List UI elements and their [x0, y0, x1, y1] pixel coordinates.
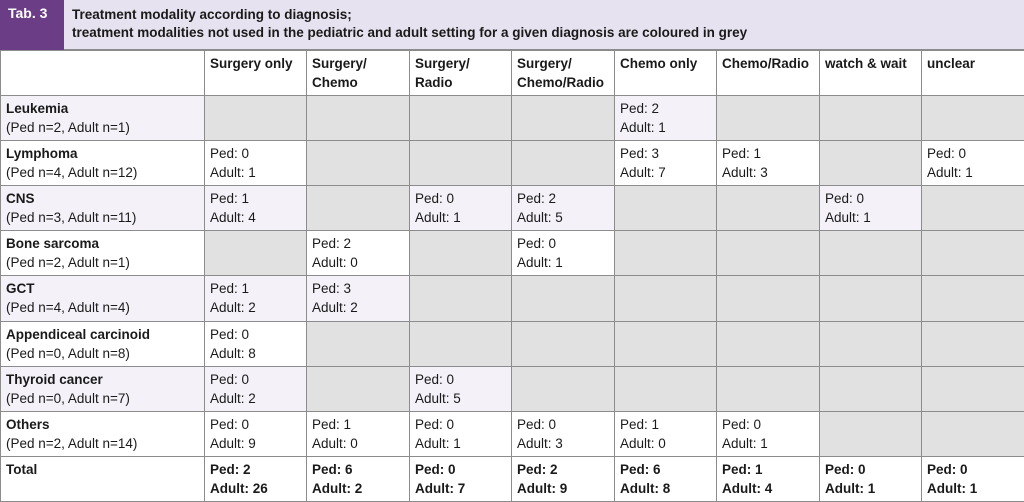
- cell-value: Adult: 26: [210, 480, 268, 496]
- cell-value: Adult: 2: [312, 480, 363, 496]
- column-header-text: Chemo/Radio: [722, 56, 810, 71]
- unused-cell: [410, 96, 512, 141]
- table-cell: [717, 456, 820, 501]
- column-header: [307, 51, 410, 96]
- table-row: [1, 231, 1024, 276]
- unused-cell: [717, 366, 820, 411]
- table-cell: [717, 411, 820, 456]
- cell-value: Ped: 0: [415, 371, 455, 387]
- column-header: [205, 51, 307, 96]
- caption-line-1: Treatment modality according to diagnosis;: [72, 7, 352, 22]
- cell-value: Adult: 0: [312, 435, 358, 451]
- table-cell: [615, 411, 717, 456]
- diagnosis-label: Leukemia: [6, 101, 69, 116]
- table-number-label: Tab. 3: [0, 0, 64, 50]
- treatment-modality-table: [0, 50, 1024, 502]
- table-cell: [205, 366, 307, 411]
- cell-value: Adult: 2: [210, 300, 256, 316]
- unused-cell: [922, 276, 1024, 321]
- unused-cell: [307, 186, 410, 231]
- table-cell: [205, 321, 307, 366]
- unused-cell: [922, 411, 1024, 456]
- table-cell: [410, 366, 512, 411]
- cell-value: Adult: 1: [620, 120, 666, 135]
- column-header: [410, 51, 512, 96]
- cell-value: Ped: 1: [210, 191, 250, 207]
- unused-cell: [307, 96, 410, 141]
- cell-value: Ped: 0: [415, 461, 456, 477]
- cell-value: Ped: 0: [517, 416, 557, 432]
- column-header-text: Radio: [415, 75, 453, 90]
- row-header: [1, 411, 205, 456]
- total-row: [1, 456, 1024, 501]
- table-cell: [307, 456, 410, 501]
- column-header-text: Surgery/: [415, 56, 470, 71]
- cell-value: Ped: 1: [722, 461, 763, 477]
- cell-value: Adult: 8: [210, 345, 256, 361]
- table-row: [1, 96, 1024, 141]
- unused-cell: [922, 231, 1024, 276]
- column-header-text: Chemo: [312, 75, 358, 90]
- cell-value: Adult: 7: [415, 480, 466, 496]
- caption-line-2: treatment modalities not used in the pediatric and adult setting for a given diagnosis are coloured in grey: [72, 25, 748, 40]
- unused-cell: [512, 321, 615, 366]
- table-row: [1, 321, 1024, 366]
- cell-value: Adult: 1: [415, 210, 461, 226]
- unused-cell: [205, 96, 307, 141]
- cell-value: Ped: 0: [210, 416, 250, 432]
- row-header: [1, 321, 205, 366]
- cell-value: Ped: 6: [620, 461, 661, 477]
- table-row: [1, 141, 1024, 186]
- diagnosis-label: GCT: [6, 281, 35, 297]
- header-corner: [1, 51, 205, 96]
- cell-value: Ped: 2: [517, 191, 557, 207]
- unused-cell: [615, 231, 717, 276]
- column-header-text: Chemo/Radio: [517, 75, 605, 90]
- unused-cell: [307, 366, 410, 411]
- cell-value: Ped: 0: [210, 146, 250, 162]
- table-cell: [512, 456, 615, 501]
- cell-value: Adult: 0: [312, 255, 358, 271]
- diagnosis-label: Lymphoma: [6, 146, 78, 162]
- cell-value: Ped: 0: [517, 236, 557, 252]
- unused-cell: [307, 321, 410, 366]
- table-cell: [410, 411, 512, 456]
- unused-cell: [512, 276, 615, 321]
- unused-cell: [820, 321, 922, 366]
- cell-value: Ped: 0: [210, 371, 250, 387]
- table-cell: [615, 456, 717, 501]
- table-cell: [717, 141, 820, 186]
- unused-cell: [820, 231, 922, 276]
- unused-cell: [615, 276, 717, 321]
- unused-cell: [820, 366, 922, 411]
- cell-value: Adult: 1: [927, 480, 978, 496]
- table-cell: [922, 456, 1024, 501]
- cell-value: Ped: 2: [210, 461, 251, 477]
- diagnosis-label: Thyroid cancer: [6, 371, 103, 387]
- unused-cell: [410, 321, 512, 366]
- row-header: [1, 366, 205, 411]
- table-body: [1, 96, 1024, 502]
- unused-cell: [615, 366, 717, 411]
- unused-cell: [717, 231, 820, 276]
- diagnosis-count: (Ped n=3, Adult n=11): [6, 210, 137, 226]
- cell-value: Adult: 3: [517, 435, 563, 451]
- unused-cell: [410, 231, 512, 276]
- unused-cell: [820, 411, 922, 456]
- table-cell: [512, 411, 615, 456]
- unused-cell: [512, 96, 615, 141]
- unused-cell: [512, 366, 615, 411]
- unused-cell: [307, 141, 410, 186]
- diagnosis-count: (Ped n=2, Adult n=1): [6, 255, 130, 271]
- table-cell: [307, 276, 410, 321]
- cell-value: Ped: 1: [312, 416, 352, 432]
- row-header: [1, 231, 205, 276]
- cell-value: Ped: 1: [620, 416, 660, 432]
- cell-value: Adult: 7: [620, 165, 666, 181]
- cell-value: Adult: 1: [825, 210, 871, 226]
- table-row: [1, 411, 1024, 456]
- column-header: [717, 51, 820, 96]
- cell-value: Adult: 1: [415, 435, 461, 451]
- cell-value: Adult: 1: [722, 435, 768, 451]
- table-cell: [307, 411, 410, 456]
- table-cell: [615, 141, 717, 186]
- cell-value: Ped: 2: [312, 236, 352, 252]
- diagnosis-count: (Ped n=2, Adult n=14): [6, 435, 138, 451]
- unused-cell: [615, 321, 717, 366]
- table-cell: [512, 231, 615, 276]
- unused-cell: [205, 231, 307, 276]
- cell-value: Adult: 1: [210, 165, 256, 181]
- total-label: Total: [1, 456, 205, 501]
- unused-cell: [820, 96, 922, 141]
- cell-value: Adult: 5: [415, 390, 461, 406]
- table-cell: [307, 231, 410, 276]
- cell-value: Ped: 6: [312, 461, 353, 477]
- column-header-text: Surgery only: [210, 56, 293, 71]
- cell-value: Adult: 1: [825, 480, 876, 496]
- table-cell: [205, 186, 307, 231]
- diagnosis-count: (Ped n=0, Adult n=8): [6, 345, 130, 361]
- cell-value: Adult: 3: [722, 165, 768, 181]
- unused-cell: [410, 141, 512, 186]
- caption-text: [72, 6, 1020, 42]
- column-header: [615, 51, 717, 96]
- table-cell: [205, 411, 307, 456]
- table-cell: [205, 456, 307, 501]
- row-header: [1, 276, 205, 321]
- cell-value: Ped: 0: [927, 146, 967, 162]
- cell-value: Ped: 3: [312, 281, 352, 297]
- unused-cell: [615, 186, 717, 231]
- cell-value: Ped: 2: [517, 461, 558, 477]
- cell-value: Adult: 1: [927, 165, 973, 181]
- diagnosis-count: (Ped n=4, Adult n=12): [6, 165, 138, 181]
- cell-value: Adult: 4: [210, 210, 256, 226]
- cell-value: Ped: 0: [825, 191, 865, 207]
- column-header: [512, 51, 615, 96]
- unused-cell: [922, 366, 1024, 411]
- table-cell: [820, 186, 922, 231]
- unused-cell: [512, 141, 615, 186]
- table-cell: [615, 96, 717, 141]
- unused-cell: [922, 186, 1024, 231]
- row-header: [1, 96, 205, 141]
- cell-value: Ped: 0: [722, 416, 762, 432]
- column-header: [922, 51, 1024, 96]
- diagnosis-count: (Ped n=4, Adult n=4): [6, 300, 130, 316]
- table-cell: [922, 141, 1024, 186]
- cell-value: Ped: 0: [825, 461, 866, 477]
- cell-value: Adult: 9: [517, 480, 568, 496]
- unused-cell: [922, 96, 1024, 141]
- table-row: [1, 276, 1024, 321]
- unused-cell: [717, 186, 820, 231]
- unused-cell: [922, 321, 1024, 366]
- diagnosis-label: Appendiceal carcinoid: [6, 326, 151, 342]
- table-cell: [512, 186, 615, 231]
- unused-cell: [717, 96, 820, 141]
- table-cell: [205, 141, 307, 186]
- cell-value: Adult: 2: [210, 390, 256, 406]
- diagnosis-count: (Ped n=0, Adult n=7): [6, 390, 130, 406]
- cell-value: Ped: 0: [927, 461, 968, 477]
- unused-cell: [820, 141, 922, 186]
- cell-value: Ped: 1: [210, 281, 250, 297]
- cell-value: Ped: 0: [415, 416, 455, 432]
- row-header: [1, 141, 205, 186]
- unused-cell: [717, 276, 820, 321]
- cell-value: Adult: 9: [210, 435, 256, 451]
- diagnosis-count: (Ped n=2, Adult n=1): [6, 120, 130, 135]
- unused-cell: [820, 276, 922, 321]
- header-row: [1, 51, 1024, 96]
- unused-cell: [410, 276, 512, 321]
- cell-value: Ped: 0: [210, 326, 250, 342]
- cell-value: Ped: 3: [620, 146, 660, 162]
- cell-value: Adult: 8: [620, 480, 671, 496]
- table-row: [1, 366, 1024, 411]
- table-cell: [410, 186, 512, 231]
- cell-value: Adult: 1: [517, 255, 563, 271]
- column-header-text: Surgery/: [517, 56, 572, 71]
- row-header: [1, 186, 205, 231]
- column-header-text: watch & wait: [825, 56, 907, 71]
- table-caption: [0, 0, 1024, 50]
- cell-value: Ped: 0: [415, 191, 455, 207]
- table-cell: [205, 276, 307, 321]
- diagnosis-label: CNS: [6, 191, 35, 207]
- column-header-text: unclear: [927, 56, 976, 71]
- cell-value: Ped: 1: [722, 146, 762, 162]
- column-header-text: Surgery/: [312, 56, 367, 71]
- column-header-text: Chemo only: [620, 56, 698, 71]
- cell-value: Adult: 5: [517, 210, 563, 226]
- table-cell: [820, 456, 922, 501]
- column-header: [820, 51, 922, 96]
- diagnosis-label: Bone sarcoma: [6, 236, 100, 252]
- table-cell: [410, 456, 512, 501]
- table-row: [1, 186, 1024, 231]
- unused-cell: [717, 321, 820, 366]
- diagnosis-label: Others: [6, 416, 50, 432]
- cell-value: Ped: 2: [620, 101, 660, 116]
- cell-value: Adult: 4: [722, 480, 773, 496]
- cell-value: Adult: 2: [312, 300, 358, 316]
- cell-value: Adult: 0: [620, 435, 666, 451]
